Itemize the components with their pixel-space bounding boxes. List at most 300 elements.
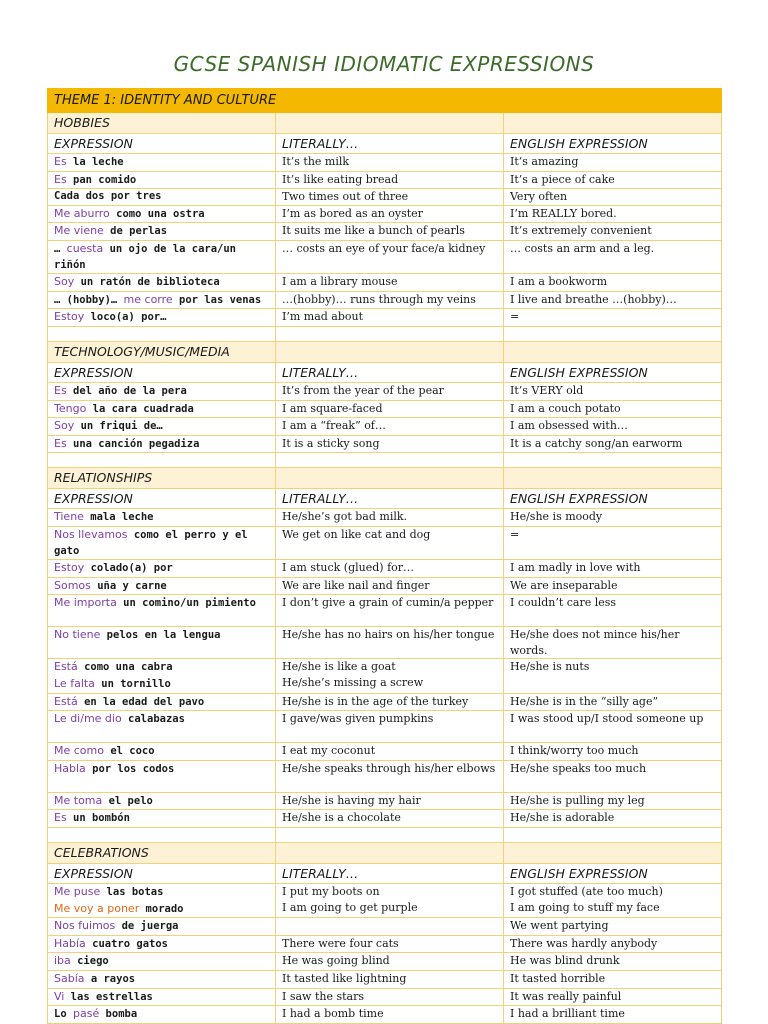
english-cell xyxy=(504,240,722,273)
literal-cell xyxy=(276,418,504,436)
literal-text: I saw the stars xyxy=(282,989,364,1003)
expression-cell xyxy=(48,953,276,971)
expression-bold: … (hobby)… xyxy=(54,293,118,306)
english-text: He/she is in the “silly age” xyxy=(510,694,659,708)
literal-cell xyxy=(276,509,504,527)
expression-bold: Cada dos por tres xyxy=(54,190,162,203)
english-cell xyxy=(504,291,722,309)
expression-bold: calabazas xyxy=(128,713,185,726)
header-expression: EXPRESSION xyxy=(48,362,276,382)
english-cell xyxy=(504,309,722,327)
expression-verb: Sabía xyxy=(54,972,85,985)
expression-verb-alt: Me voy a poner xyxy=(54,901,140,915)
idioms-table xyxy=(47,88,722,1024)
expression-cell xyxy=(48,595,276,627)
literal-text: It is a sticky song xyxy=(282,436,380,450)
table-row xyxy=(48,693,722,711)
table-row xyxy=(48,509,722,527)
table-row xyxy=(48,810,722,828)
expression-cell xyxy=(48,659,276,693)
literal-cell xyxy=(276,205,504,223)
header-literally: LITERALLY… xyxy=(276,362,504,382)
spacer-row xyxy=(48,828,722,843)
expression-verb: Está xyxy=(54,694,78,708)
english-cell xyxy=(504,693,722,711)
section-empty-cell xyxy=(276,468,504,489)
english-text: I got stuffed (ate too much) xyxy=(510,885,663,899)
expression-bold: las estrellas xyxy=(70,990,153,1003)
expression-verb: Tiene xyxy=(54,510,84,524)
section-empty-cell xyxy=(504,843,722,864)
expression-verb: Tengo xyxy=(54,401,87,415)
table-row xyxy=(48,792,722,810)
literal-cell xyxy=(276,711,504,743)
table-row xyxy=(48,1006,722,1024)
expression-verb: Soy xyxy=(54,419,75,433)
expression-bold: el coco xyxy=(110,745,155,758)
section-row xyxy=(48,113,722,134)
theme-heading: THEME 1: IDENTITY AND CULTURE xyxy=(48,89,722,113)
expression-bold: un tornillo xyxy=(101,678,171,691)
english-text: It’s VERY old xyxy=(510,383,584,397)
english-cell xyxy=(504,577,722,595)
spacer-cell xyxy=(276,453,504,468)
literal-cell xyxy=(276,659,504,693)
table-body xyxy=(48,89,722,1024)
english-text: I am going to stuff my face xyxy=(510,900,660,914)
expression-bold: del año de la pera xyxy=(73,384,187,397)
expression-cell xyxy=(48,205,276,223)
english-cell xyxy=(504,743,722,761)
literal-cell xyxy=(276,693,504,711)
english-cell xyxy=(504,760,722,792)
literal-text: I am square-faced xyxy=(282,401,383,415)
literal-text: He/she is in the age of the turkey xyxy=(282,694,469,708)
section-empty-cell xyxy=(504,341,722,362)
header-literally: LITERALLY… xyxy=(276,864,504,884)
expression-verb: Somos xyxy=(54,578,91,592)
literal-cell xyxy=(276,189,504,206)
expression-verb: Estoy xyxy=(54,310,85,324)
header-english: ENGLISH EXPRESSION xyxy=(504,362,722,382)
expression-bold: en la edad del pavo xyxy=(84,695,205,708)
literal-cell xyxy=(276,577,504,595)
expression-cell xyxy=(48,382,276,400)
literal-cell xyxy=(276,760,504,792)
table-row xyxy=(48,189,722,206)
literal-cell xyxy=(276,935,504,953)
english-text: I am obsessed with… xyxy=(510,419,628,433)
literal-text: He was going blind xyxy=(282,954,390,968)
english-text: It’s extremely convenient xyxy=(510,224,652,238)
english-text: He/she is adorable xyxy=(510,811,615,825)
expression-cell xyxy=(48,274,276,292)
expression-bold: un bombón xyxy=(73,812,130,825)
literal-text: …(hobby)… runs through my veins xyxy=(282,292,476,306)
expression-verb: Me importa xyxy=(54,596,117,610)
literal-text: I had a bomb time xyxy=(282,1007,384,1021)
english-text: He/she is moody xyxy=(510,510,603,524)
literal-cell xyxy=(276,400,504,418)
header-english: ENGLISH EXPRESSION xyxy=(504,489,722,509)
table-row xyxy=(48,418,722,436)
literal-cell xyxy=(276,627,504,659)
expression-verb: cuesta xyxy=(66,241,104,255)
table-row xyxy=(48,711,722,743)
expression-cell xyxy=(48,743,276,761)
expression-verb: Le falta xyxy=(54,677,95,691)
literal-cell xyxy=(276,291,504,309)
spacer-cell xyxy=(504,326,722,341)
english-text: He/she is pulling my leg xyxy=(510,793,645,807)
table-row xyxy=(48,435,722,453)
expression-verb: Me toma xyxy=(54,793,103,807)
table-row xyxy=(48,595,722,627)
english-text: = xyxy=(510,310,520,324)
literal-text: He/she is a chocolate xyxy=(282,811,401,825)
english-text: He was blind drunk xyxy=(510,954,620,968)
literal-text: I am stuck (glued) for… xyxy=(282,561,415,575)
expression-bold: pan comido xyxy=(73,173,137,186)
english-cell xyxy=(504,400,722,418)
literal-cell xyxy=(276,988,504,1006)
expression-cell xyxy=(48,240,276,273)
expression-verb: Es xyxy=(54,383,67,397)
literal-text: He/she speaks through his/her elbows xyxy=(282,761,496,775)
literal-cell xyxy=(276,971,504,989)
english-text: I am madly in love with xyxy=(510,561,641,575)
table-row xyxy=(48,659,722,693)
section-heading: CELEBRATIONS xyxy=(48,843,276,864)
section-empty-cell xyxy=(276,843,504,864)
expression-verb: Le di/me dio xyxy=(54,712,122,726)
literal-text: It suits me like a bunch of pearls xyxy=(282,224,465,238)
english-cell xyxy=(504,659,722,693)
expression-verb: No tiene xyxy=(54,628,101,642)
expression-verb: Había xyxy=(54,936,86,950)
literal-cell xyxy=(276,435,504,453)
expression-cell xyxy=(48,526,276,559)
header-expression: EXPRESSION xyxy=(48,864,276,884)
header-row xyxy=(48,489,722,509)
english-text: I’m REALLY bored. xyxy=(510,206,617,220)
expression-verb: Me como xyxy=(54,744,104,758)
literal-text: I gave/was given pumpkins xyxy=(282,712,434,726)
english-cell xyxy=(504,918,722,936)
literal-cell xyxy=(276,223,504,241)
english-text: = xyxy=(510,527,520,541)
expression-bold: de juerga xyxy=(121,920,179,933)
literal-cell xyxy=(276,792,504,810)
expression-bold: morado xyxy=(145,902,184,915)
english-cell xyxy=(504,189,722,206)
spacer-cell xyxy=(504,453,722,468)
expression-bold: mala leche xyxy=(90,511,154,524)
english-cell xyxy=(504,810,722,828)
expression-bold: como una cabra xyxy=(84,661,173,674)
table-row xyxy=(48,560,722,578)
expression-bold: a rayos xyxy=(90,973,136,985)
expression-verb: Me puse xyxy=(54,885,101,899)
literal-cell xyxy=(276,1006,504,1024)
section-heading: RELATIONSHIPS xyxy=(48,468,276,489)
expression-bold: por las venas xyxy=(179,293,262,306)
expression-cell xyxy=(48,189,276,206)
english-text: Very often xyxy=(510,190,568,204)
english-cell xyxy=(504,382,722,400)
header-row xyxy=(48,134,722,154)
english-text: I am a bookworm xyxy=(510,275,608,289)
english-cell xyxy=(504,792,722,810)
header-english: ENGLISH EXPRESSION xyxy=(504,134,722,154)
spacer-row xyxy=(48,326,722,341)
expression-cell xyxy=(48,223,276,241)
english-cell xyxy=(504,154,722,172)
english-text: I was stood up/I stood someone up xyxy=(510,712,704,726)
table-row xyxy=(48,400,722,418)
expression-cell xyxy=(48,760,276,792)
english-cell xyxy=(504,205,722,223)
english-text: It tasted horrible xyxy=(510,972,606,985)
literal-cell xyxy=(276,918,504,936)
table-row xyxy=(48,240,722,273)
expression-cell xyxy=(48,509,276,527)
header-row xyxy=(48,362,722,382)
expression-cell xyxy=(48,418,276,436)
table-row xyxy=(48,884,722,918)
english-cell xyxy=(504,935,722,953)
expression-verb: Estoy xyxy=(54,561,85,575)
expression-verb: Habla xyxy=(54,761,86,775)
table-row xyxy=(48,171,722,189)
english-text: He/she speaks too much xyxy=(510,761,647,775)
literal-cell xyxy=(276,240,504,273)
expression-bold: un ojo de la cara/un riñón xyxy=(54,242,236,271)
english-text: He/she is nuts xyxy=(510,660,590,674)
table-row xyxy=(48,291,722,309)
expression-cell xyxy=(48,627,276,659)
expression-verb: iba xyxy=(54,954,71,968)
section-empty-cell xyxy=(504,113,722,134)
literal-cell xyxy=(276,274,504,292)
expression-bold: un comino/un pimiento xyxy=(123,597,256,610)
literal-text: He/she’s got bad milk. xyxy=(282,510,408,524)
literal-text: He/she has no hairs on his/her tongue xyxy=(282,628,495,642)
expression-cell xyxy=(48,435,276,453)
expression-verb: Es xyxy=(54,436,67,450)
literal-text: Two times out of three xyxy=(282,190,409,204)
english-text: It’s amazing xyxy=(510,155,579,168)
english-text: There was hardly anybody xyxy=(510,936,658,950)
literal-text: I’m mad about xyxy=(282,310,364,324)
literal-cell xyxy=(276,560,504,578)
literal-cell xyxy=(276,595,504,627)
expression-bold: de perlas xyxy=(110,225,168,238)
expression-verb: Es xyxy=(54,811,67,825)
english-text: We went partying xyxy=(510,919,609,933)
header-expression: EXPRESSION xyxy=(48,489,276,509)
english-cell xyxy=(504,418,722,436)
expression-bold: como el perro y el gato xyxy=(54,528,248,557)
table-row xyxy=(48,526,722,559)
table-row xyxy=(48,309,722,327)
section-row xyxy=(48,843,722,864)
expression-cell xyxy=(48,577,276,595)
expression-cell xyxy=(48,693,276,711)
english-cell xyxy=(504,560,722,578)
section-row xyxy=(48,341,722,362)
expression-bold: ciego xyxy=(77,955,109,968)
table-row xyxy=(48,274,722,292)
header-row xyxy=(48,864,722,884)
expression-bold: bomba xyxy=(105,1008,138,1021)
english-cell xyxy=(504,595,722,627)
english-text: I live and breathe …(hobby)… xyxy=(510,292,677,306)
literal-cell xyxy=(276,309,504,327)
expression-verb: Soy xyxy=(54,275,75,289)
english-text: … costs an arm and a leg. xyxy=(510,241,655,255)
expression-cell xyxy=(48,988,276,1006)
expression-verb: Nos fuimos xyxy=(54,919,116,933)
expression-bold: loco(a) por… xyxy=(90,311,167,324)
literal-text: I put my boots on xyxy=(282,885,380,899)
literal-text: There were four cats xyxy=(282,936,399,950)
expression-cell xyxy=(48,810,276,828)
expression-cell xyxy=(48,400,276,418)
english-cell xyxy=(504,971,722,989)
spacer-cell xyxy=(504,828,722,843)
expression-cell xyxy=(48,935,276,953)
section-empty-cell xyxy=(276,113,504,134)
section-empty-cell xyxy=(276,341,504,362)
english-text: I think/worry too much xyxy=(510,744,639,758)
section-row xyxy=(48,468,722,489)
table-row xyxy=(48,935,722,953)
literal-cell xyxy=(276,884,504,918)
expression-cell xyxy=(48,711,276,743)
header-literally: LITERALLY… xyxy=(276,134,504,154)
table-row xyxy=(48,918,722,936)
expression-verb: Me viene xyxy=(54,224,104,238)
english-text: It’s a piece of cake xyxy=(510,172,615,186)
english-text: He/she does not mince his/her words. xyxy=(510,628,680,657)
literal-text: It’s like eating bread xyxy=(282,172,399,186)
english-cell xyxy=(504,711,722,743)
table-row xyxy=(48,577,722,595)
expression-cell xyxy=(48,560,276,578)
spacer-cell xyxy=(48,453,276,468)
table-row xyxy=(48,382,722,400)
literal-cell xyxy=(276,382,504,400)
literal-text: He/she’s missing a screw xyxy=(282,676,424,690)
expression-verb: pasé xyxy=(72,1007,100,1021)
expression-cell xyxy=(48,792,276,810)
expression-cell xyxy=(48,171,276,189)
literal-text: … costs an eye of your face/a kidney xyxy=(282,241,486,255)
literal-text: It’s the milk xyxy=(282,155,350,168)
expression-verb: Me aburro xyxy=(54,206,110,220)
english-text: I am a couch potato xyxy=(510,401,621,415)
expression-bold: un friqui de… xyxy=(80,420,163,433)
expression-cell xyxy=(48,309,276,327)
section-heading: TECHNOLOGY/MUSIC/MEDIA xyxy=(48,341,276,362)
expression-verb: me corre xyxy=(123,292,173,306)
english-cell xyxy=(504,627,722,659)
expression-bold: las botas xyxy=(106,886,164,899)
spacer-cell xyxy=(48,828,276,843)
spacer-row xyxy=(48,453,722,468)
english-cell xyxy=(504,953,722,971)
english-text: We are inseparable xyxy=(510,578,618,592)
expression-bold: un ratón de biblioteca xyxy=(80,276,220,289)
english-cell xyxy=(504,274,722,292)
english-cell xyxy=(504,171,722,189)
expression-bold: colado(a) por xyxy=(90,562,173,575)
english-cell xyxy=(504,1006,722,1024)
literal-cell xyxy=(276,810,504,828)
table-row xyxy=(48,223,722,241)
section-heading: HOBBIES xyxy=(48,113,276,134)
english-cell xyxy=(504,988,722,1006)
expression-bold: como una ostra xyxy=(116,207,205,220)
english-text: It was really painful xyxy=(510,989,622,1003)
table-row xyxy=(48,760,722,792)
table-row xyxy=(48,154,722,172)
header-literally: LITERALLY… xyxy=(276,489,504,509)
literal-text: It’s from the year of the pear xyxy=(282,383,444,397)
english-cell xyxy=(504,435,722,453)
english-cell xyxy=(504,526,722,559)
literal-cell xyxy=(276,154,504,172)
expression-verb: Está xyxy=(54,660,78,674)
literal-cell xyxy=(276,743,504,761)
spacer-cell xyxy=(276,828,504,843)
literal-text: We are like nail and finger xyxy=(282,578,430,592)
expression-verb: Nos llevamos xyxy=(54,527,128,541)
expression-bold: pelos en la lengua xyxy=(106,629,221,642)
table-row xyxy=(48,971,722,989)
literal-cell xyxy=(276,953,504,971)
expression-cell xyxy=(48,1006,276,1024)
expression-cell xyxy=(48,154,276,172)
literal-text: He/she is like a goat xyxy=(282,660,396,674)
expression-cell xyxy=(48,918,276,936)
english-text: I had a brilliant time xyxy=(510,1007,625,1021)
literal-text: I’m as bored as an oyster xyxy=(282,206,423,220)
literal-text: It tasted like lightning xyxy=(282,972,407,985)
expression-verb: Es xyxy=(54,155,67,168)
header-expression: EXPRESSION xyxy=(48,134,276,154)
expression-bold: … xyxy=(54,242,61,255)
expression-cell xyxy=(48,884,276,918)
literal-text: I don’t give a grain of cumin/a pepper xyxy=(282,596,494,610)
idioms-document xyxy=(47,88,721,1024)
expression-verb: Es xyxy=(54,172,67,186)
expression-bold: uña y carne xyxy=(97,579,167,592)
table-row xyxy=(48,743,722,761)
literal-text: I eat my coconut xyxy=(282,744,376,758)
literal-text: He/she is having my hair xyxy=(282,793,421,807)
expression-bold: Lo xyxy=(54,1008,67,1021)
table-row xyxy=(48,988,722,1006)
literal-text: We get on like cat and dog xyxy=(282,527,431,541)
expression-cell xyxy=(48,291,276,309)
literal-cell xyxy=(276,171,504,189)
table-row xyxy=(48,953,722,971)
english-text: It is a catchy song/an earworm xyxy=(510,436,683,450)
expression-bold: la leche xyxy=(73,156,124,168)
expression-verb: Vi xyxy=(54,989,65,1003)
